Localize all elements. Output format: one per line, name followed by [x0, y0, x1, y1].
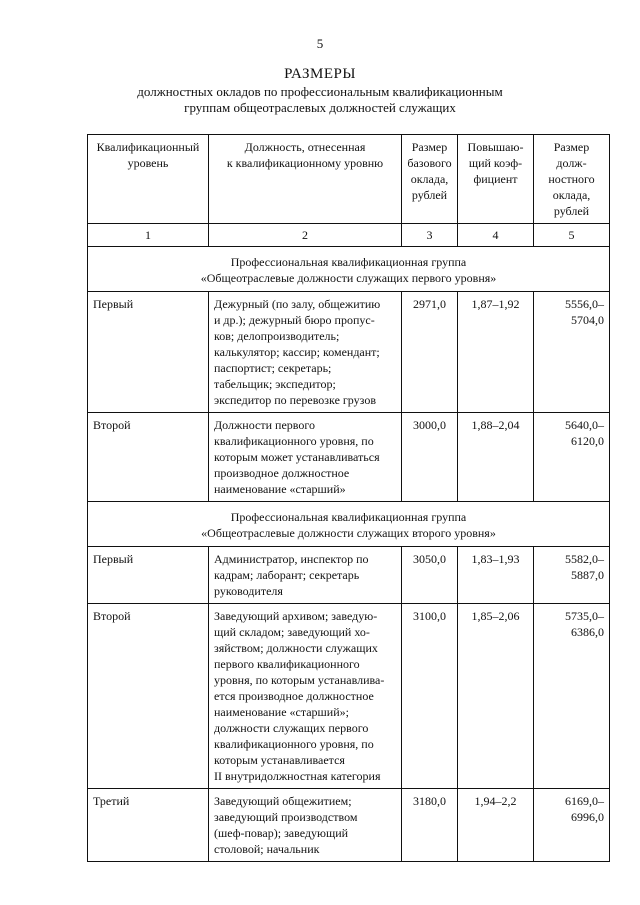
cell-position: [209, 604, 402, 789]
position-line: уровня, по которым устанавлива-: [214, 673, 385, 687]
position-line: калькулятор; кассир; комендант;: [214, 345, 380, 359]
header-line: Квалификационный: [96, 140, 200, 154]
table-row: [88, 413, 610, 502]
header-line: Должность, отнесенная: [244, 140, 366, 154]
cell-position: [209, 413, 402, 502]
group-title-line: Профессиональная квалификационная группа: [230, 255, 467, 269]
cell-base-salary: 3180,0: [402, 789, 458, 862]
position-line: (шеф-повар); заведующий: [214, 826, 349, 840]
header-line: Повышаю-: [467, 140, 524, 154]
salary-line: 6169,0–: [565, 794, 604, 808]
cell-base-salary: 3050,0: [402, 547, 458, 604]
cell-position: [209, 547, 402, 604]
table-row: [88, 789, 610, 862]
group-title-line: «Общеотраслевые должности служащих второго уровня»: [201, 526, 496, 540]
table-header-row: [88, 135, 610, 224]
position-line: первого квалификационного: [214, 657, 360, 671]
header-line: рублей: [553, 204, 590, 218]
cell-level: Первый: [88, 292, 209, 413]
cell-base-salary: 2971,0: [402, 292, 458, 413]
position-line: заведующий производством: [214, 810, 358, 824]
header-line: оклада,: [552, 188, 591, 202]
group-title: [88, 502, 610, 547]
cell-coefficient: 1,87–1,92: [458, 292, 534, 413]
position-line: Заведующий общежитием;: [214, 794, 352, 808]
position-line: и др.); дежурный бюро пропус-: [214, 313, 375, 327]
table-row: [88, 547, 610, 604]
position-line: производное должностное: [214, 466, 350, 480]
position-line: Должности первого: [214, 418, 315, 432]
column-number: 5: [534, 224, 610, 247]
cell-position: [209, 292, 402, 413]
position-line: наименование «старший»;: [214, 705, 349, 719]
group-title-row: [88, 247, 610, 292]
salary-line: 5556,0–: [565, 297, 604, 311]
cell-level: Первый: [88, 547, 209, 604]
salary-line: 5640,0–: [565, 418, 604, 432]
position-line: столовой; начальник: [214, 842, 320, 856]
position-line: квалификационного уровня, по: [214, 737, 374, 751]
salary-line: 5887,0: [571, 568, 604, 582]
position-line: экспедитор по перевозке грузов: [214, 393, 376, 407]
cell-position: [209, 789, 402, 862]
salary-line: 5735,0–: [565, 609, 604, 623]
header-base-salary: [402, 135, 458, 224]
header-line: фициент: [473, 172, 518, 186]
cell-level: Третий: [88, 789, 209, 862]
header-line: рублей: [411, 188, 448, 202]
cell-position-salary: [534, 789, 610, 862]
group-title-line: Профессиональная квалификационная группа: [230, 510, 467, 524]
position-line: ется производное должностное: [214, 689, 374, 703]
cell-coefficient: 1,88–2,04: [458, 413, 534, 502]
position-line: наименование «старший»: [214, 482, 346, 496]
salary-line: 6996,0: [571, 810, 604, 824]
position-line: щий складом; заведующий хо-: [214, 625, 370, 639]
position-line: Заведующий архивом; заведую-: [214, 609, 378, 623]
cell-level: Второй: [88, 413, 209, 502]
position-line: квалификационного уровня, по: [214, 434, 374, 448]
header-line: уровень: [127, 156, 169, 170]
header-line: базового: [407, 156, 452, 170]
position-line: II внутридолжностная категория: [214, 769, 381, 783]
cell-coefficient: 1,94–2,2: [458, 789, 534, 862]
cell-coefficient: 1,83–1,93: [458, 547, 534, 604]
cell-position-salary: [534, 547, 610, 604]
position-line: ков; делопроизводитель;: [214, 329, 340, 343]
subtitle-line-1: должностных окладов по профессиональным квалификационным: [137, 84, 503, 99]
salary-line: 6386,0: [571, 625, 604, 639]
position-line: руководителя: [214, 584, 283, 598]
cell-position-salary: [534, 292, 610, 413]
position-line: зяйством; должности служащих: [214, 641, 378, 655]
position-line: Администратор, инспектор по: [214, 552, 369, 566]
column-number: 4: [458, 224, 534, 247]
column-number-row: [88, 224, 610, 247]
table-row: [88, 604, 610, 789]
salary-line: 5704,0: [571, 313, 604, 327]
document-subtitle: [0, 84, 640, 116]
group-title-row: [88, 502, 610, 547]
position-line: табельщик; экспедитор;: [214, 377, 336, 391]
group-title-line: «Общеотраслевые должности служащих первого уровня»: [200, 271, 497, 285]
position-line: кадрам; лаборант; секретарь: [214, 568, 360, 582]
position-line: паспортист; секретарь;: [214, 361, 332, 375]
column-number: 1: [88, 224, 209, 247]
cell-position-salary: [534, 604, 610, 789]
column-number: 3: [402, 224, 458, 247]
header-line: Размер: [553, 140, 590, 154]
cell-level: Второй: [88, 604, 209, 789]
header-position: [209, 135, 402, 224]
cell-base-salary: 3000,0: [402, 413, 458, 502]
salary-line: 6120,0: [571, 434, 604, 448]
table-row: [88, 292, 610, 413]
header-qualification-level: [88, 135, 209, 224]
salary-table: [87, 134, 610, 862]
header-line: щий коэф-: [468, 156, 523, 170]
position-line: Дежурный (по залу, общежитию: [214, 297, 381, 311]
cell-coefficient: 1,85–2,06: [458, 604, 534, 789]
header-line: к квалификационному уровню: [226, 156, 384, 170]
header-line: ностного: [548, 172, 595, 186]
page-number: 5: [316, 36, 324, 51]
group-title: [88, 247, 610, 292]
header-line: Размер: [411, 140, 448, 154]
cell-base-salary: 3100,0: [402, 604, 458, 789]
position-line: которым устанавливается: [214, 753, 345, 767]
header-line: оклада,: [410, 172, 449, 186]
salary-line: 5582,0–: [565, 552, 604, 566]
document-title: РАЗМЕРЫ: [284, 66, 356, 82]
header-position-salary: [534, 135, 610, 224]
cell-position-salary: [534, 413, 610, 502]
position-line: должности служащих первого: [214, 721, 369, 735]
position-line: которым может устанавливаться: [214, 450, 380, 464]
subtitle-line-2: группам общеотраслевых должностей служащих: [184, 100, 456, 115]
column-number: 2: [209, 224, 402, 247]
header-coefficient: [458, 135, 534, 224]
header-line: долж-: [556, 156, 587, 170]
